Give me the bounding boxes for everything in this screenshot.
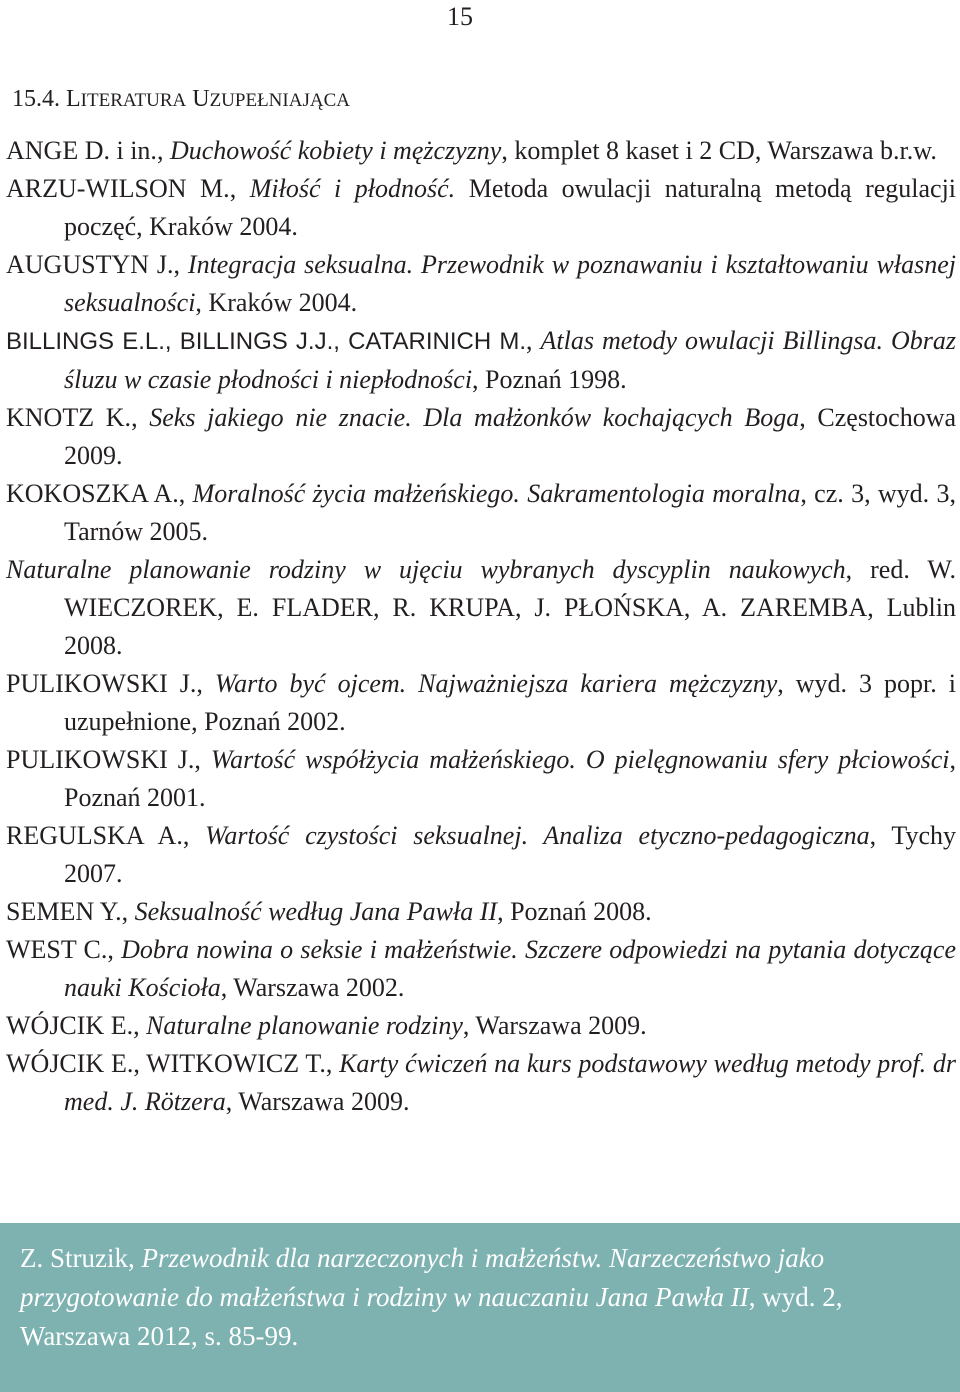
entry-publication: , Tychy 2007. <box>64 821 956 888</box>
citation-author: Z. Struzik, <box>20 1243 142 1273</box>
entry-publication: , Poznań 2008. <box>497 897 652 926</box>
page-number: 15 <box>447 2 473 31</box>
bibliography-list <box>6 132 956 1121</box>
bibliography-entry: WÓJCIK E., WITKOWICZ T., Karty ćwiczeń na kurs podstawowy według metody prof. dr med. J. Rötzera, Warszawa 2009. <box>6 1049 956 1116</box>
entry-publication: Metoda owulacji naturalną metodą regulacji poczęć, Kraków 2004. <box>64 174 957 241</box>
bibliography-entry: KOKOSZKA A., Moralność życia małżeńskiego. Sakramentologia moralna, cz. 3, wyd. 3, Tarnów 2005. <box>6 479 956 546</box>
section-number: 15.4. <box>12 86 60 112</box>
entry-author: KOKOSZKA A. <box>6 479 179 508</box>
entry-author: WEST C. <box>6 935 108 964</box>
bibliography-entry <box>6 551 956 665</box>
entry-publication: , wyd. 3 popr. i uzupełnione, Poznań 2002. <box>64 669 957 736</box>
citation-publication: , wyd. 2, Warszawa 2012, s. 85-99. <box>20 1282 843 1351</box>
entry-publication: , Kraków 2004. <box>195 288 358 317</box>
entry-title: Seksualność według Jana Pawła II <box>134 897 498 926</box>
bibliography-entry: ANGE D. i in., Duchowość kobiety i mężczyzny, komplet 8 kaset i 2 CD, Warszawa b.r.w. <box>6 136 937 165</box>
entry-author: ARZU-WILSON M. <box>6 174 230 203</box>
entry-title: Miłość i płodność. <box>249 174 456 203</box>
entry-publication: , Poznań 1998. <box>472 365 627 394</box>
entry-author: SEMEN Y. <box>6 897 122 926</box>
entry-publication: , cz. 3, wyd. 3, Tarnów 2005. <box>64 479 956 546</box>
entry-author: PULIKOWSKI J. <box>6 669 197 698</box>
entry-author: PULIKOWSKI J. <box>6 745 195 774</box>
entry-author: ANGE D. i in. <box>6 136 157 165</box>
bibliography-entry: SEMEN Y., Seksualność według Jana Pawła II, Poznań 2008. <box>6 897 652 926</box>
entry-author: WÓJCIK E., WITKOWICZ T. <box>6 1049 326 1078</box>
entry-title: Karty ćwiczeń na kurs podstawowy według metody prof. dr med. J. Rötzera <box>64 1049 956 1116</box>
entry-title: Integracja seksualna. Przewodnik w poznawaniu i kształtowaniu własnej seksualności <box>64 250 956 317</box>
entry-title: Naturalne planowanie rodziny <box>146 1011 463 1040</box>
entry-publication: , Warszawa 2009. <box>225 1087 410 1116</box>
entry-publication: , Warszawa 2002. <box>220 973 405 1002</box>
heading-word-literatura: LITERATURA <box>66 86 187 112</box>
section-heading <box>12 84 350 116</box>
entry-author: AUGUSTYN J. <box>6 250 174 279</box>
entry-author: BILLINGS E.L., BILLINGS J.J., CATARINICH M. <box>6 328 527 355</box>
heading-word-uzupelniajaca: UZUPEŁNIAJĄCA <box>192 86 350 112</box>
entry-title: Wartość czystości seksualnej. Analiza etyczno-pedagogiczna <box>205 821 870 850</box>
bibliography-entry: AUGUSTYN J., Integracja seksualna. Przewodnik w poznawaniu i kształtowaniu własnej seksualności, Kraków 2004. <box>6 250 956 317</box>
bibliography-entry: ARZU-WILSON M., Miłość i płodność. Metoda owulacji naturalną metodą regulacji poczęć, Kraków 2004. <box>6 174 957 241</box>
bibliography-entry: KNOTZ K., Seks jakiego nie znacie. Dla małżonków kochających Boga, Częstochowa 2009. <box>6 403 957 470</box>
entry-title: Moralność życia małżeńskiego. Sakramentologia moralna <box>192 479 801 508</box>
citation-title: Przewodnik dla narzeczonych i małżeństw. Narzeczeństwo jako przygotowanie do małżeństwa i rodziny w nauczaniu Jana Pawła II <box>20 1243 825 1312</box>
bibliography-entry: BILLINGS E.L., BILLINGS J.J., CATARINICH M., Atlas metody owulacji Billingsa. Obraz śluzu w czasie płodności i niepłodności, Poznań 1998. <box>6 326 956 394</box>
entry-title: Duchowość kobiety i mężczyzny <box>169 136 502 165</box>
entry-title: Naturalne planowanie rodziny w ujęciu wybranych dyscyplin naukowych <box>6 555 846 584</box>
entry-author: KNOTZ K. <box>6 403 132 432</box>
entry-title: Seks jakiego nie znacie. Dla małżonków kochających Boga <box>149 403 800 432</box>
entry-publication: , Poznań 2001. <box>64 745 957 812</box>
bibliography-entry: PULIKOWSKI J., Warto być ojcem. Najważniejsza kariera mężczyzny, wyd. 3 popr. i uzupełnione, Poznań 2002. <box>6 669 957 736</box>
entry-title: Wartość współżycia małżeńskiego. O pielęgnowaniu sfery płciowości <box>210 745 950 774</box>
bibliography-entry: WEST C., Dobra nowina o seksie i małżeństwie. Szczere odpowiedzi na pytania dotyczące nauki Kościoła, Warszawa 2002. <box>6 935 956 1002</box>
bibliography-entry: PULIKOWSKI J., Wartość współżycia małżeńskiego. O pielęgnowaniu sfery płciowości, Poznań 2001. <box>6 745 957 812</box>
entry-author: REGULSKA A. <box>6 821 183 850</box>
entry-author: WÓJCIK E. <box>6 1011 134 1040</box>
entry-title: Warto być ojcem. Najważniejsza kariera mężczyzny <box>214 669 778 698</box>
entry-publication: , Warszawa 2009. <box>462 1011 647 1040</box>
entry-title: Atlas metody owulacji Billingsa. Obraz śluzu w czasie płodności i niepłodności <box>64 326 956 394</box>
bibliography-entry: WÓJCIK E., Naturalne planowanie rodziny, Warszawa 2009. <box>6 1011 647 1040</box>
entry-title: Dobra nowina o seksie i małżeństwie. Szczere odpowiedzi na pytania dotyczące nauki Kościoła <box>64 935 956 1002</box>
entry-publication: , Częstochowa 2009. <box>64 403 957 470</box>
entry-publication: , red. W. WIECZOREK, E. FLADER, R. KRUPA, J. PŁOŃSKA, A. ZAREMBA, Lublin 2008. <box>64 555 956 660</box>
entry-publication: , komplet 8 kaset i 2 CD, Warszawa b.r.w. <box>501 136 937 165</box>
source-citation-box <box>0 1223 960 1392</box>
bibliography-entry: REGULSKA A., Wartość czystości seksualnej. Analiza etyczno-pedagogiczna, Tychy 2007. <box>6 821 956 888</box>
